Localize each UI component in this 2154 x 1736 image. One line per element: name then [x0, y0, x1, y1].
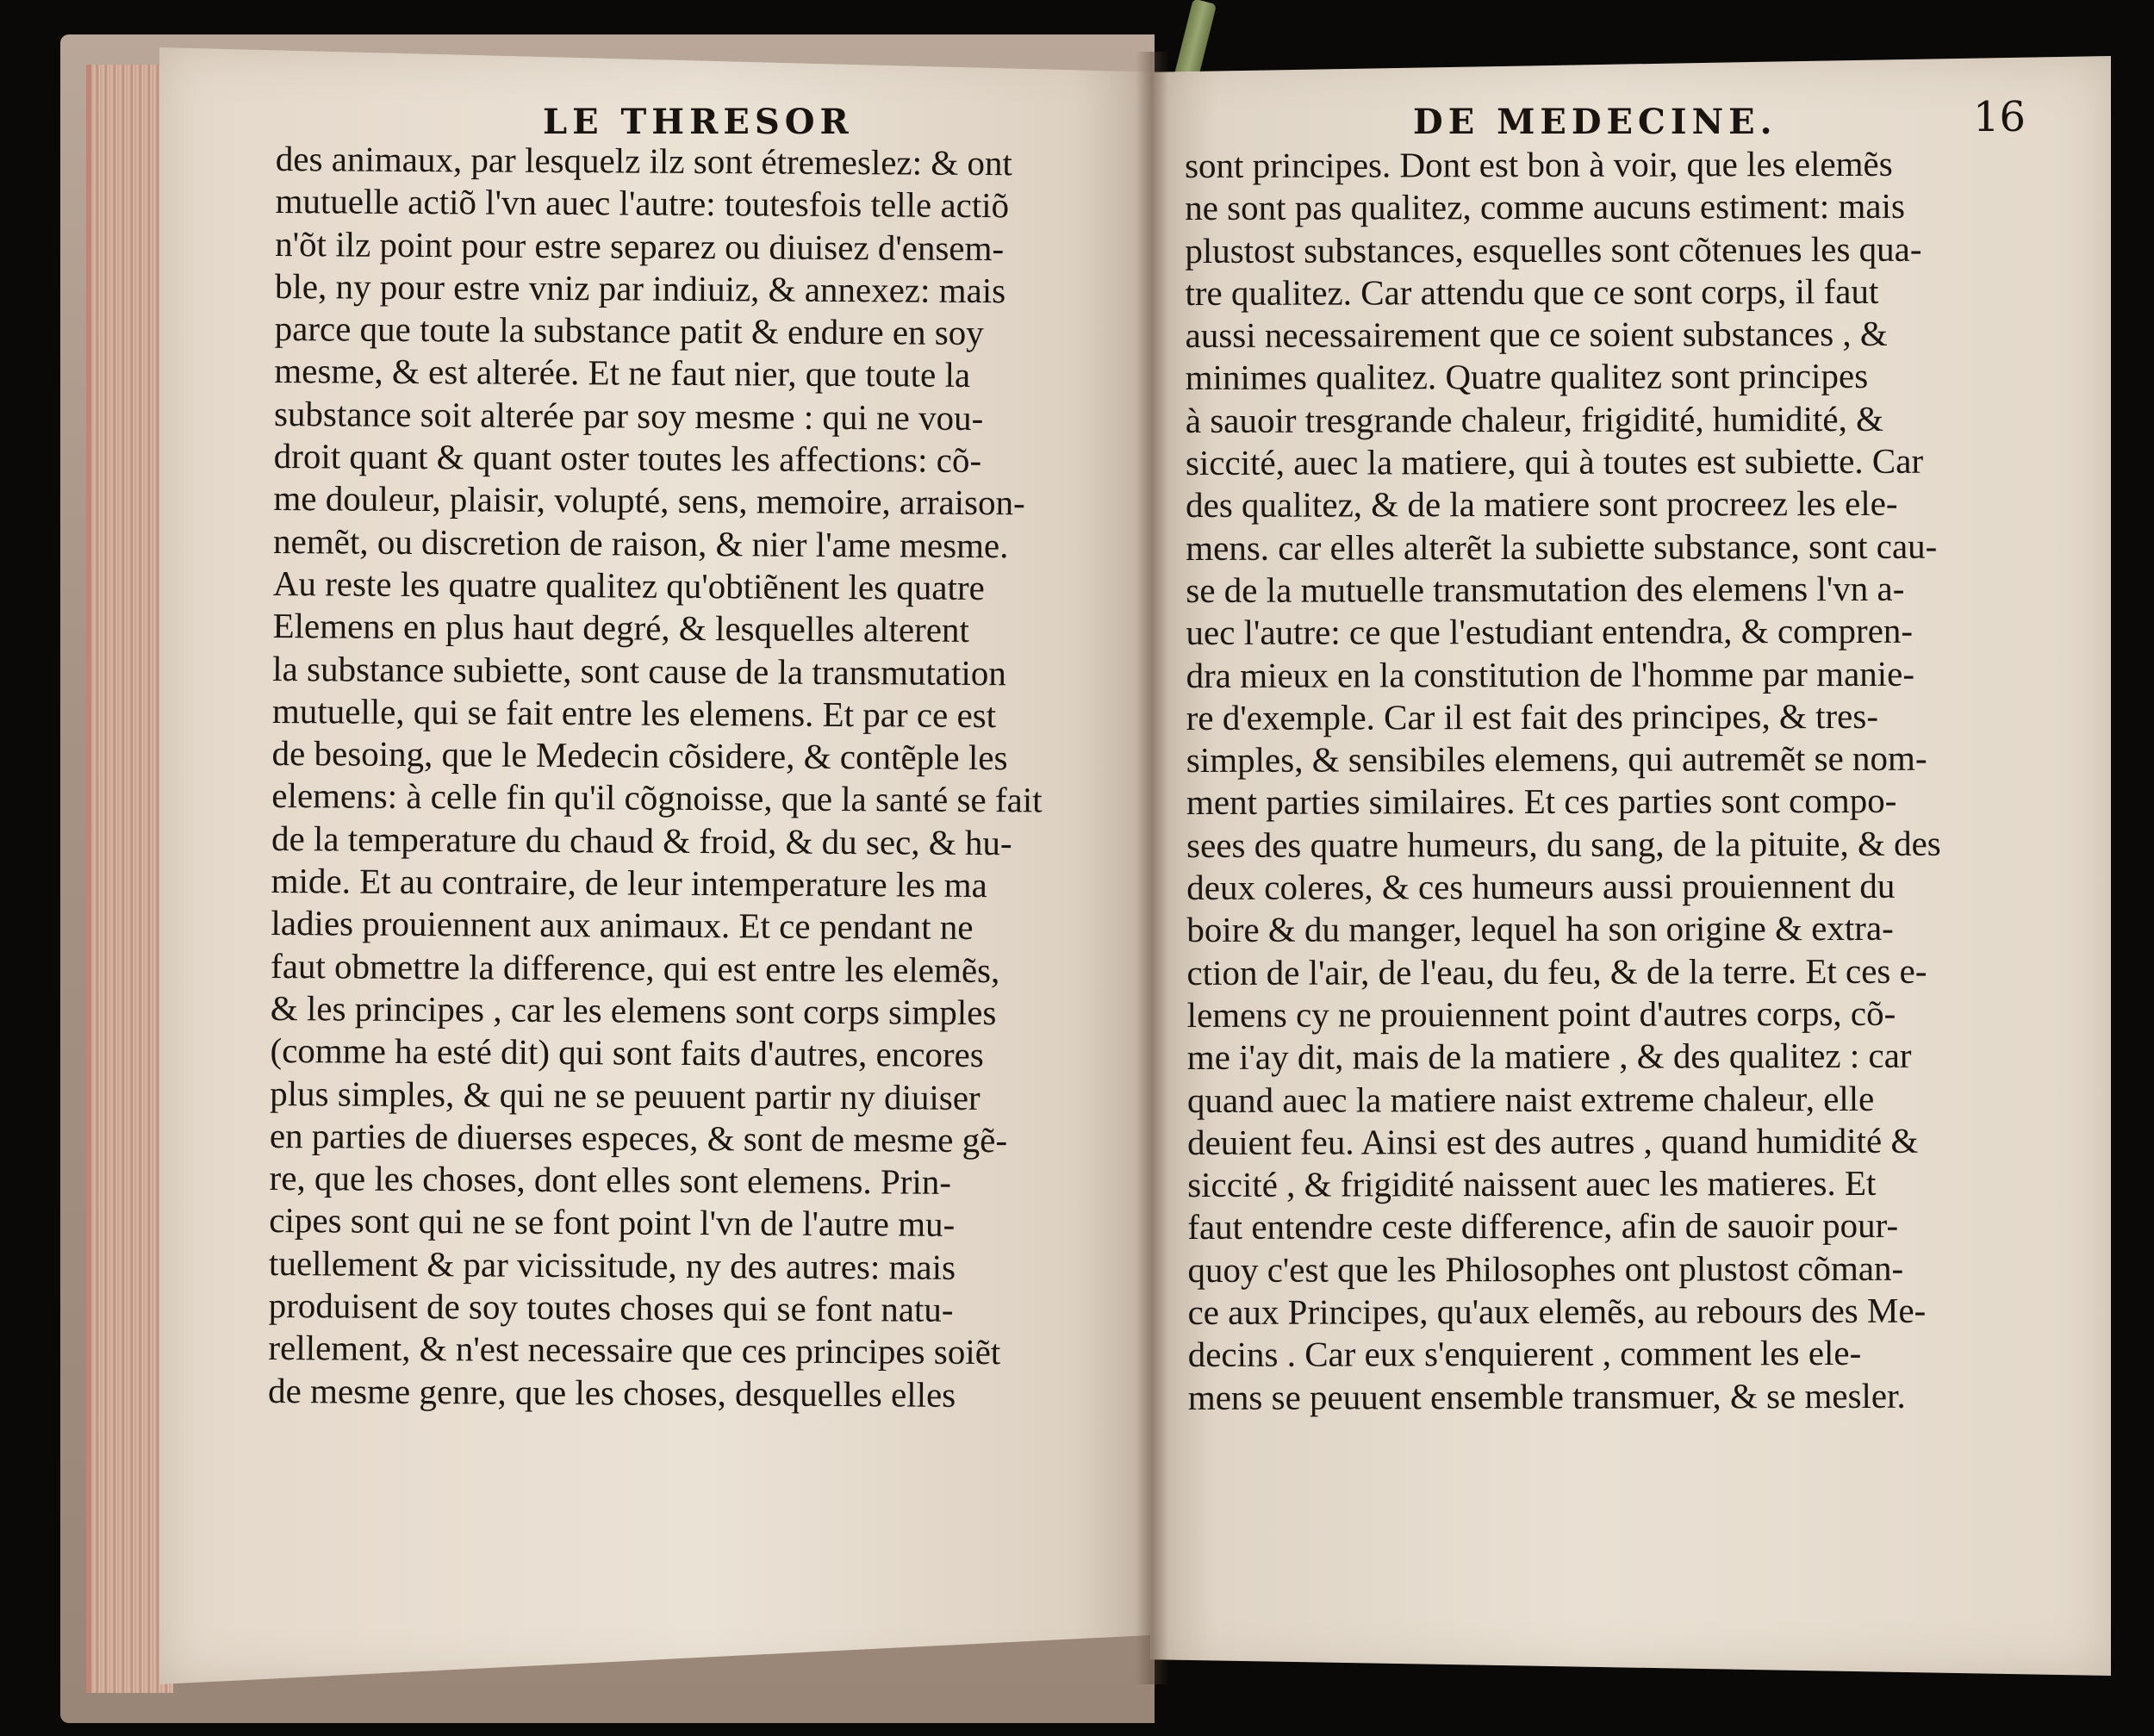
text-line: nemẽt, ou discretion de raison, & nier l'ame mesme.: [273, 520, 1009, 565]
text-line: rellement, & n'est necessaire que ces principes soiẽt: [268, 1328, 1001, 1372]
text-line: ment parties similaires. Et ces parties sont compo-: [1186, 781, 1897, 823]
text-line: mutuelle, qui se fait entre les elemens. Et par ce est: [271, 690, 997, 735]
text-line: ce aux Principes, qu'aux elemẽs, au rebours des Me-: [1187, 1290, 1927, 1333]
text-line: boire & du manger, lequel ha son origine & extra-: [1186, 908, 1894, 950]
text-line: re d'exemple. Car il est fait des principes, & tres-: [1186, 695, 1879, 737]
text-line: dra mieux en la constitution de l'homme par manie-: [1186, 653, 1915, 695]
text-line: siccité, auec la matiere, qui à toutes est subiette. Car: [1185, 440, 1924, 483]
text-line: des qualitez, & de la matiere sont procreez les ele-: [1186, 483, 1898, 526]
text-line: plus simples, & qui ne se peuuent partir ny diuiser: [270, 1073, 981, 1117]
text-line: substance soit alterée par soy mesme : qui ne vou-: [273, 393, 984, 438]
text-line: faut entendre ceste difference, afin de sauoir pour-: [1187, 1205, 1899, 1248]
text-line: ne sont pas qualitez, comme aucuns estiment: mais: [1185, 186, 1905, 228]
text-line: se de la mutuelle transmutation des elemens l'vn a-: [1186, 568, 1905, 610]
text-line: de mesme genre, que les choses, desquelles elles: [267, 1370, 956, 1415]
text-line: de besoing, que le Medecin cõsidere, & contẽple les: [271, 733, 1008, 778]
text-line: tre qualitez. Car attendu que ce sont corps, il faut: [1185, 271, 1879, 313]
text-line: uec l'autre: ce que l'estudiant entendra, & compren-: [1186, 611, 1914, 653]
text-line: mutuelle actiõ l'vn auec l'autre: toutesfois telle actiõ: [275, 181, 1010, 226]
left-page-text: [268, 138, 1103, 1417]
text-line: mesme, & est alterée. Et ne faut nier, que toute la: [274, 351, 971, 395]
text-line: mens. car elles alterẽt la subiette substance, sont cau-: [1186, 526, 1938, 568]
text-line: me i'ay dit, mais de la matiere , & des qualitez : car: [1186, 1036, 1912, 1078]
text-line: sont principes. Dont est bon à voir, que les elemẽs: [1185, 143, 1893, 185]
text-line: mide. Et au contraire, de leur intemperature les ma: [271, 861, 987, 905]
text-line: (comme ha esté dit) qui sont faits d'autres, encores: [270, 1030, 984, 1075]
text-line: n'õt ilz point pour estre separez ou diuisez d'ensem-: [275, 223, 1005, 268]
text-line: re, que les choses, dont elles sont elemens. Prin-: [269, 1158, 952, 1202]
text-line: simples, & sensibiles elemens, qui autremẽt se nom-: [1186, 737, 1927, 781]
left-running-head: LE THRESOR: [543, 102, 854, 142]
text-line: ladies prouiennent aux animaux. Et ce pendant ne: [271, 903, 974, 948]
text-line: des animaux, par lesquelz ilz sont étremeslez: & ont: [275, 138, 1013, 184]
text-line: ble, ny pour estre vniz par indiuiz, & annexez: mais: [274, 265, 1006, 311]
text-line: quoy c'est que les Philosophes ont plustost cõman-: [1187, 1248, 1904, 1290]
text-line: sees des quatre humeurs, du sang, de la pituite, & des: [1186, 823, 1941, 865]
text-line: droit quant & quant oster toutes les affections: cõ-: [273, 436, 982, 481]
text-line: Elemens en plus haut degré, & lesquelles alterent: [272, 606, 970, 650]
text-line: mens se peuuent ensemble transmuer, & se mesler.: [1187, 1375, 1906, 1417]
right-running-head: DE MEDECINE.: [1413, 102, 1777, 142]
text-line: decins . Car eux s'enquierent , comment les ele-: [1187, 1333, 1862, 1375]
text-line: & les principes , car les elemens sont corps simples: [270, 987, 997, 1033]
book-gutter: [1136, 52, 1168, 1684]
text-line: me douleur, plaisir, volupté, sens, memoire, arraison-: [273, 478, 1025, 523]
text-line: en parties de diuerses especes, & sont de mesme gẽ-: [269, 1115, 1008, 1160]
text-line: produisent de soy toutes choses qui se font natu-: [268, 1285, 954, 1329]
text-line: siccité , & frigidité naissent auec les matieres. Et: [1187, 1163, 1877, 1205]
text-line: tuellement & par vicissitude, ny des autres: mais: [268, 1242, 956, 1287]
text-line: elemens: à celle fin qu'il cõgnoisse, que la santé se fait: [271, 775, 1043, 820]
text-line: la substance subiette, sont cause de la transmutation: [272, 648, 1007, 693]
text-line: deux coleres, & ces humeurs aussi prouiennent du: [1186, 865, 1896, 908]
text-line: à sauoir tresgrande chaleur, frigidité, humidité, &: [1185, 398, 1884, 440]
right-page-text: [1185, 143, 2002, 1419]
page-number: 16: [1973, 93, 2026, 141]
text-line: deuient feu. Ainsi est des autres , quand humidité &: [1186, 1120, 1919, 1162]
text-line: faut obmettre la difference, qui est entre les elemẽs,: [270, 945, 1000, 990]
text-line: minimes qualitez. Quatre qualitez sont principes: [1185, 356, 1869, 398]
text-line: plustost substances, esquelles sont cõtenues les qua-: [1185, 228, 1922, 271]
text-line: parce que toute la substance patit & endure en soy: [274, 308, 984, 353]
text-line: quand auec la matiere naist extreme chaleur, elle: [1186, 1078, 1875, 1120]
text-line: ction de l'air, de l'eau, du feu, & de la terre. Et ces e-: [1186, 950, 1927, 992]
text-line: aussi necessairement que ce soient substances , &: [1185, 314, 1888, 356]
text-line: Au reste les quatre qualitez qu'obtiẽnent les quatre: [272, 563, 985, 608]
text-line: de la temperature du chaud & froid, & du sec, & hu-: [271, 818, 1012, 862]
text-line: lemens cy ne prouiennent point d'autres corps, cõ-: [1186, 992, 1896, 1035]
text-line: cipes sont qui ne se font point l'vn de l'autre mu-: [269, 1200, 956, 1245]
